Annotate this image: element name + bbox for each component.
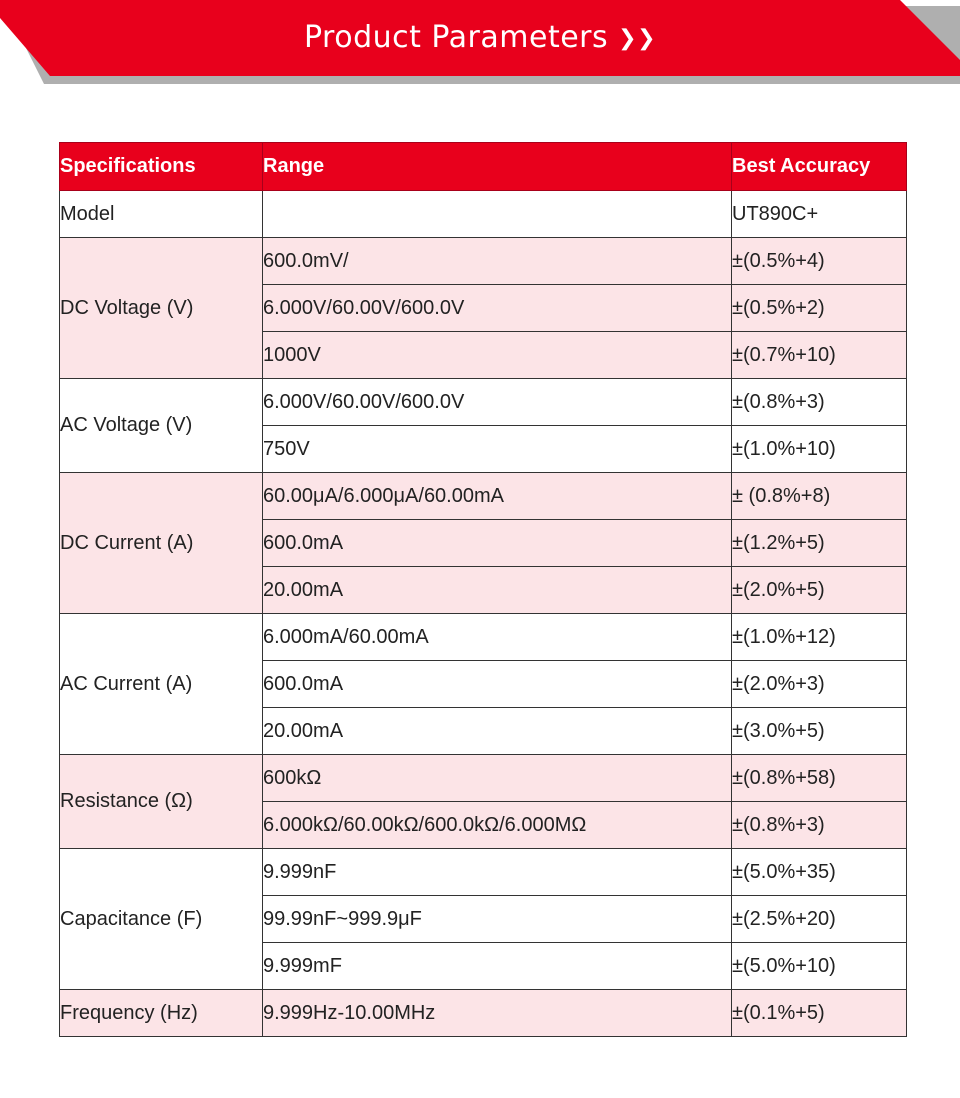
range-cell <box>263 191 732 238</box>
header-range: Range <box>263 143 732 191</box>
table-row <box>60 191 907 238</box>
accuracy-cell: ±(2.0%+3) <box>732 661 907 708</box>
range-cell: 99.99nF~999.9μF <box>263 896 732 943</box>
page-title-text: Product Parameters <box>303 20 609 55</box>
table-row <box>60 990 907 1037</box>
accuracy-cell: ±(2.0%+5) <box>732 567 907 614</box>
double-chevron-down-icon: ❯❯ <box>618 26 657 51</box>
table-row <box>60 238 907 285</box>
title-banner <box>0 0 960 90</box>
spec-cell: Frequency (Hz) <box>60 990 263 1037</box>
range-cell: 9.999Hz-10.00MHz <box>263 990 732 1037</box>
range-cell: 600.0mV/ <box>263 238 732 285</box>
accuracy-cell: ±(3.0%+5) <box>732 708 907 755</box>
accuracy-cell: ±(1.0%+12) <box>732 614 907 661</box>
header-specifications: Specifications <box>60 143 263 191</box>
range-cell: 9.999nF <box>263 849 732 896</box>
spec-cell: DC Voltage (V) <box>60 238 263 379</box>
accuracy-cell: ±(1.0%+10) <box>732 426 907 473</box>
spec-cell: Capacitance (F) <box>60 849 263 990</box>
header-best-accuracy: Best Accuracy <box>732 143 907 191</box>
accuracy-cell: ±(0.8%+3) <box>732 379 907 426</box>
accuracy-cell: ±(5.0%+35) <box>732 849 907 896</box>
range-cell: 9.999mF <box>263 943 732 990</box>
range-cell: 20.00mA <box>263 708 732 755</box>
accuracy-cell: ±(0.1%+5) <box>732 990 907 1037</box>
accuracy-cell: ±(5.0%+10) <box>732 943 907 990</box>
accuracy-cell: ± (0.8%+8) <box>732 473 907 520</box>
accuracy-cell: UT890C+ <box>732 191 907 238</box>
table-row <box>60 755 907 802</box>
table-row <box>60 849 907 896</box>
range-cell: 6.000V/60.00V/600.0V <box>263 379 732 426</box>
spec-cell: Model <box>60 191 263 238</box>
accuracy-cell: ±(2.5%+20) <box>732 896 907 943</box>
table-header-row <box>60 143 907 191</box>
specifications-table <box>59 142 907 1037</box>
range-cell: 6.000mA/60.00mA <box>263 614 732 661</box>
accuracy-cell: ±(0.5%+2) <box>732 285 907 332</box>
range-cell: 60.00μA/6.000μA/60.00mA <box>263 473 732 520</box>
range-cell: 750V <box>263 426 732 473</box>
range-cell: 6.000kΩ/60.00kΩ/600.0kΩ/6.000MΩ <box>263 802 732 849</box>
accuracy-cell: ±(1.2%+5) <box>732 520 907 567</box>
table-row <box>60 473 907 520</box>
spec-cell: Resistance (Ω) <box>60 755 263 849</box>
range-cell: 600kΩ <box>263 755 732 802</box>
spec-cell: AC Voltage (V) <box>60 379 263 473</box>
accuracy-cell: ±(0.8%+58) <box>732 755 907 802</box>
range-cell: 600.0mA <box>263 520 732 567</box>
accuracy-cell: ±(0.7%+10) <box>732 332 907 379</box>
table-row <box>60 379 907 426</box>
range-cell: 1000V <box>263 332 732 379</box>
range-cell: 600.0mA <box>263 661 732 708</box>
spec-cell: AC Current (A) <box>60 614 263 755</box>
table-row <box>60 614 907 661</box>
range-cell: 6.000V/60.00V/600.0V <box>263 285 732 332</box>
range-cell: 20.00mA <box>263 567 732 614</box>
spec-cell: DC Current (A) <box>60 473 263 614</box>
page-title <box>0 18 960 59</box>
accuracy-cell: ±(0.5%+4) <box>732 238 907 285</box>
accuracy-cell: ±(0.8%+3) <box>732 802 907 849</box>
